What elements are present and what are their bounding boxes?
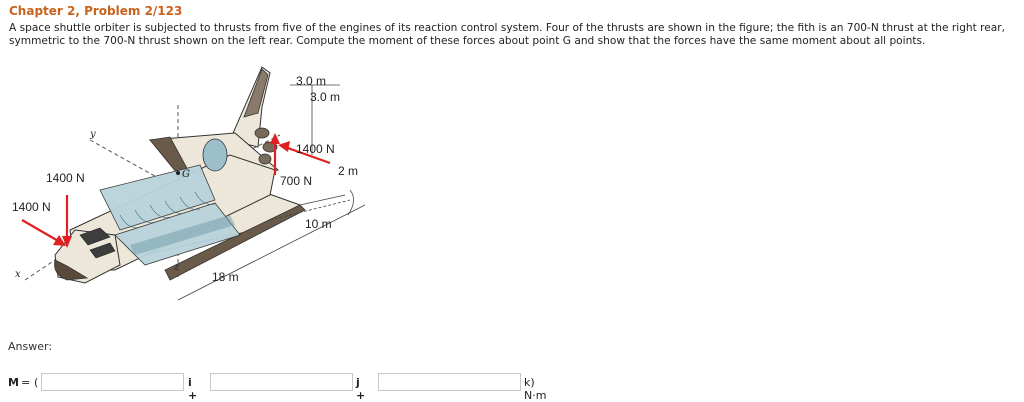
moment-k-input[interactable]: [378, 373, 521, 391]
unit-i: [188, 376, 197, 402]
label-dim-3m-a: 3.0 m: [296, 74, 327, 88]
shuttle-figure: [0, 55, 380, 325]
equals-sign: =: [21, 376, 31, 389]
label-force-700: 700 N: [280, 174, 313, 188]
unit-j-text: j +: [356, 376, 366, 402]
open-paren: (: [34, 376, 39, 389]
shuttle-body: [55, 67, 306, 283]
moment-symbol: M: [8, 376, 19, 389]
label-force-1400-right: 1400 N: [296, 142, 335, 156]
moment-j-input[interactable]: [210, 373, 353, 391]
label-dim-3m-b: 3.0 m: [310, 90, 341, 104]
answer-label: Answer:: [8, 340, 53, 353]
label-dim-2m: 2 m: [338, 164, 359, 178]
label-force-1400-left-a: 1400 N: [46, 171, 85, 185]
label-force-1400-left-b: 1400 N: [12, 200, 51, 214]
point-g-label: G: [182, 169, 190, 180]
moment-i-input[interactable]: [41, 373, 184, 391]
label-dim-10m: 10 m: [305, 217, 332, 231]
unit-j: [356, 376, 365, 402]
unit-i-text: i +: [188, 376, 198, 402]
label-dim-18m: 18 m: [212, 270, 239, 284]
axis-z-label: z: [174, 262, 180, 273]
unit-k: k) N·m: [524, 376, 547, 402]
problem-statement: A space shuttle orbiter is subjected to thrusts from five of the engines of its reaction control system. Four of the thrusts are shown in the figure; the fith is an 700-N thrust at the right rear, symmetric to the 700-N thrust shown on the left rear. Compute the moment of these forces about point G and show that the forces have the same moment about all points.: [9, 22, 1006, 47]
axis-y-label: y: [90, 129, 96, 140]
axis-x-label: x: [15, 269, 21, 280]
problem-title: Chapter 2, Problem 2/123: [9, 4, 183, 18]
